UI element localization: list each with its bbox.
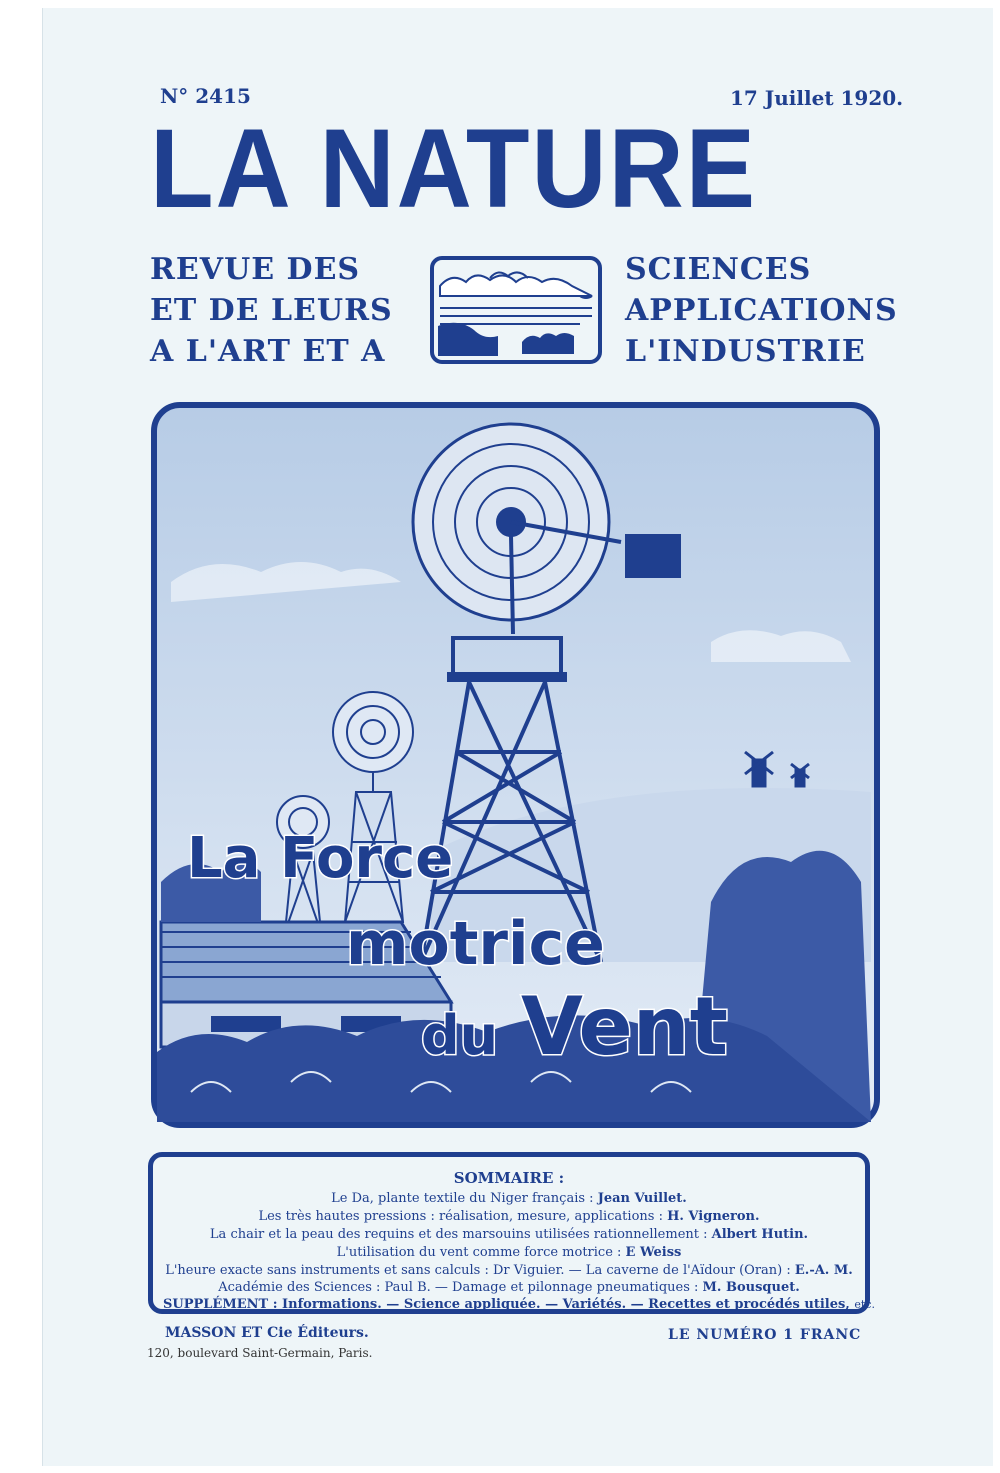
toc-item-title: Académie des Sciences : Paul B. — Damage et pilonnage pneumatiques :: [218, 1280, 703, 1295]
toc-item-author: Albert Hutin.: [711, 1227, 809, 1242]
sommaire-heading: SOMMAIRE :: [453, 1169, 565, 1187]
tagline-right-1: SCIENCES: [625, 252, 812, 287]
tagline-left-3: A L'ART ET A: [150, 334, 386, 369]
publisher-name: MASSON ET Cie Éditeurs.: [165, 1325, 369, 1341]
toc-item: [153, 1263, 865, 1278]
tagline-left-2: ET DE LEURS: [150, 293, 393, 328]
supplement-text: SUPPLÉMENT : Informations. — Science appliquée. — Variétés. — Recettes et procédés utiles,: [163, 1297, 850, 1312]
cover-title-line-2: motrice: [346, 909, 605, 979]
toc-item-title: Les très hautes pressions : réalisation, mesure, applications :: [258, 1209, 668, 1224]
cover-title-line-1: La Force: [187, 826, 454, 891]
seascape-logo: [430, 256, 602, 364]
cover-title-line-3a: du: [421, 1004, 499, 1067]
issue-number: N° 2415: [160, 84, 251, 108]
toc-item-author: M. Bousquet.: [702, 1280, 800, 1295]
toc-item-title: L'heure exacte sans instruments et sans calculs : Dr Viguier. — La caverne de l'Aïdour (Oran) :: [165, 1263, 795, 1278]
toc-item: [153, 1245, 865, 1260]
publisher-address: 120, boulevard Saint-Germain, Paris.: [147, 1346, 373, 1360]
issue-date: 17 Juillet 1920.: [730, 86, 904, 110]
toc-item-title: La chair et la peau des requins et des marsouins utilisées rationnellement :: [209, 1227, 712, 1242]
supplement-line: [163, 1297, 875, 1312]
toc-item: [153, 1280, 865, 1295]
masthead-title: LA NATURE: [150, 106, 757, 231]
toc-item-title: Le Da, plante textile du Niger français :: [331, 1191, 598, 1206]
toc-item-author: E Weiss: [625, 1245, 682, 1260]
toc-item: [153, 1227, 865, 1242]
toc-item-title: L'utilisation du vent comme force motrice :: [336, 1245, 626, 1260]
toc-item: [153, 1191, 865, 1206]
toc-item-author: Jean Vuillet.: [597, 1191, 687, 1206]
issue-price: LE NUMÉRO 1 FRANC: [668, 1327, 862, 1343]
tagline-right-2: APPLICATIONS: [625, 293, 898, 328]
supplement-etc: etc.: [854, 1298, 875, 1311]
toc-item-author: H. Vigneron.: [667, 1209, 760, 1224]
toc-item: [153, 1209, 865, 1224]
table-of-contents: [148, 1152, 875, 1314]
toc-item-author: E.-A. M.: [794, 1263, 853, 1278]
tagline-left-1: REVUE DES: [150, 252, 361, 287]
tagline-right-3: L'INDUSTRIE: [625, 334, 866, 369]
cover-title-line-3b: Vent: [521, 980, 728, 1073]
cover-illustration: [151, 402, 880, 1128]
